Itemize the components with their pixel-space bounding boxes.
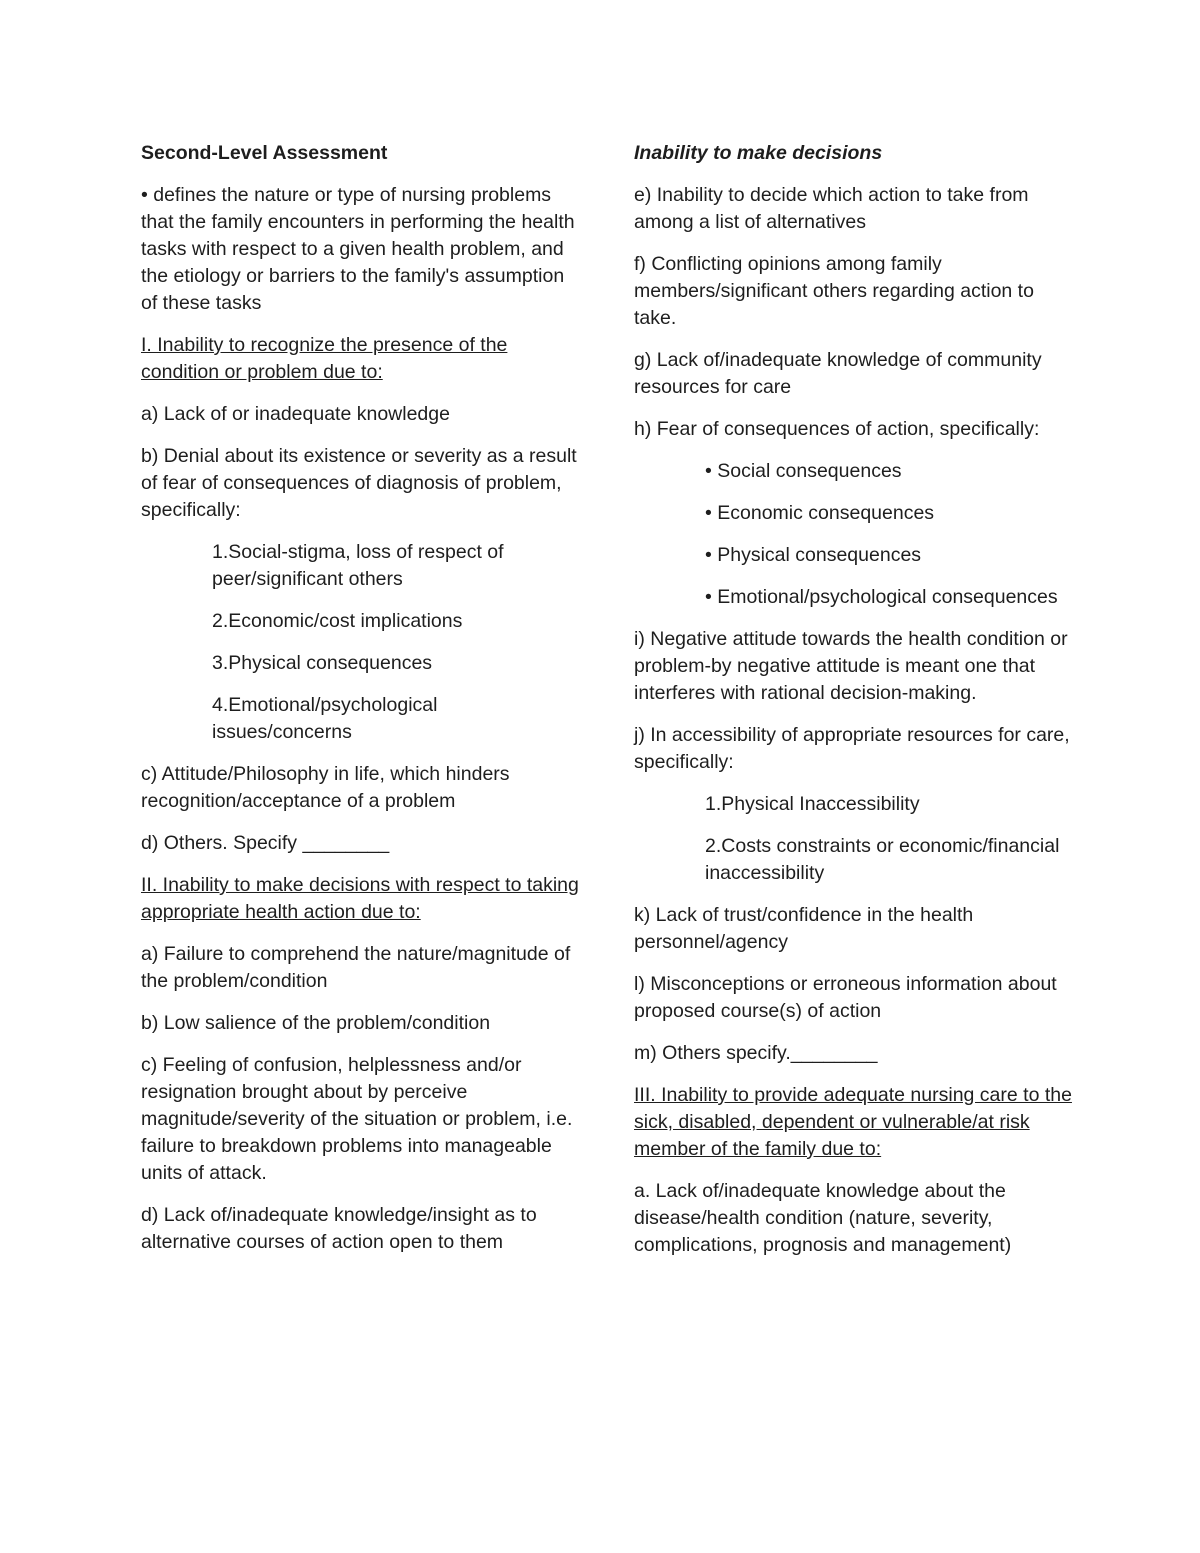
list-item-d: d) Others. Specify ________	[141, 832, 390, 854]
left-column	[141, 140, 581, 1271]
list-item-2a: a) Failure to comprehend the nature/magnitude of the problem/condition	[141, 943, 571, 992]
bullet-item-2: • Economic consequences	[705, 502, 935, 524]
sub-item-2: 2.Economic/cost implications	[212, 610, 463, 632]
list-item-a: a) Lack of or inadequate knowledge	[141, 403, 450, 425]
section-title: Second-Level Assessment	[141, 142, 388, 164]
list-item-l: l) Misconceptions or erroneous information about proposed course(s) of action	[634, 973, 1057, 1022]
intro-paragraph: • defines the nature or type of nursing problems that the family encounters in performing the health tasks with respect to a given health problem, and the etiology or barriers to the family's assumption of these tasks	[141, 184, 575, 314]
j-sub-item-1: 1.Physical Inaccessibility	[705, 793, 920, 815]
bullet-item-3: • Physical consequences	[705, 544, 922, 566]
list-item-h: h) Fear of consequences of action, specifically:	[634, 418, 1040, 440]
right-column	[634, 140, 1074, 1274]
section-heading-1: I. Inability to recognize the presence of the condition or problem due to:	[141, 334, 508, 383]
sub-item-3: 3.Physical consequences	[212, 652, 433, 674]
list-item-m: m) Others specify.________	[634, 1042, 878, 1064]
list-item-c: c) Attitude/Philosophy in life, which hinders recognition/acceptance of a problem	[141, 763, 510, 812]
bullet-item-1: • Social consequences	[705, 460, 902, 482]
list-item-f: f) Conflicting opinions among family members/significant others regarding action to take.	[634, 253, 1034, 329]
list-item-2d: d) Lack of/inadequate knowledge/insight as to alternative courses of action open to them	[141, 1204, 537, 1253]
section-heading-3: III. Inability to provide adequate nursing care to the sick, disabled, dependent or vulnerable/at risk member of the family due to:	[634, 1084, 1072, 1160]
j-sub-item-2: 2.Costs constraints or economic/financial inaccessibility	[705, 835, 1060, 884]
sub-item-1: 1.Social-stigma, loss of respect of peer/significant others	[212, 541, 504, 590]
list-item-3a: a. Lack of/inadequate knowledge about the disease/health condition (nature, severity, complications, prognosis and management)	[634, 1180, 1012, 1256]
sub-item-4: 4.Emotional/psychological issues/concerns	[212, 694, 438, 743]
bullet-item-4: • Emotional/psychological consequences	[705, 586, 1058, 608]
list-item-g: g) Lack of/inadequate knowledge of community resources for care	[634, 349, 1042, 398]
list-item-i: i) Negative attitude towards the health condition or problem-by negative attitude is meant one that interferes with rational decision-making.	[634, 628, 1068, 704]
list-item-2b: b) Low salience of the problem/condition	[141, 1012, 491, 1034]
list-item-b: b) Denial about its existence or severity as a result of fear of consequences of diagnosis of problem, specifically:	[141, 445, 577, 521]
section-heading-2: II. Inability to make decisions with respect to taking appropriate health action due to:	[141, 874, 579, 923]
list-item-2c: c) Feeling of confusion, helplessness and/or resignation brought about by perceive magnitude/severity of the situation or problem, i.e. failure to breakdown problems into manageable units of attack.	[141, 1054, 573, 1184]
right-section-title: Inability to make decisions	[634, 142, 883, 164]
list-item-j: j) In accessibility of appropriate resources for care, specifically:	[634, 724, 1070, 773]
list-item-e: e) Inability to decide which action to take from among a list of alternatives	[634, 184, 1029, 233]
list-item-k: k) Lack of trust/confidence in the health personnel/agency	[634, 904, 974, 953]
